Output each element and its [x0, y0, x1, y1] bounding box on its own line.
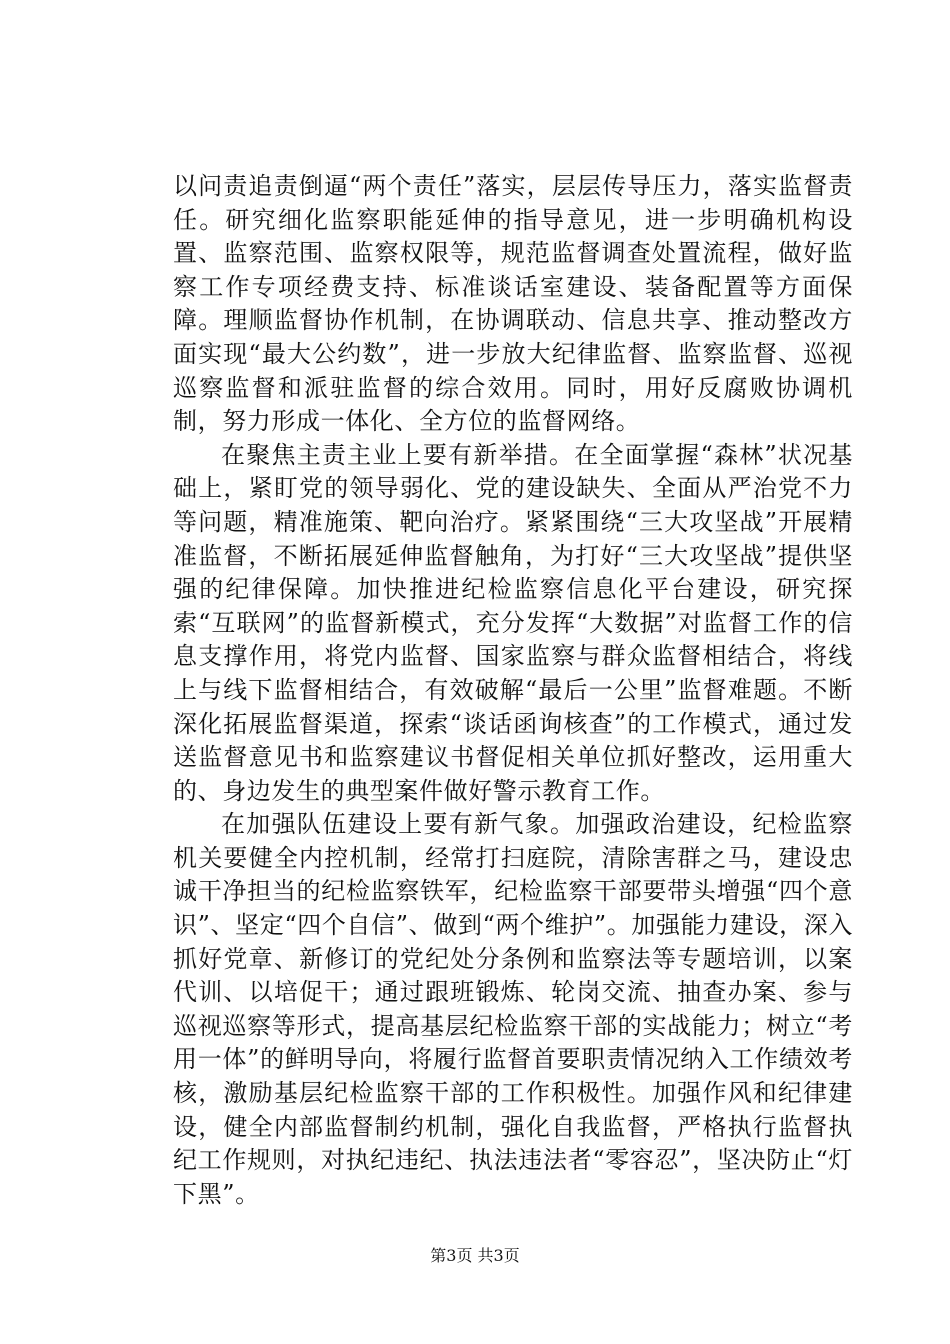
paragraph-focus-main-duties: 在聚焦主责主业上要有新举措。在全面掌握“森林”状况基础上，紧盯党的领导弱化、党的建设缺失、全面从严治党不力等问题，精准施策、靶向治疗。紧紧围绕“三大攻坚战”开展精准监督，不断拓展延伸监督触角，为打好“三大攻坚战”提供坚强的纪律保障。加快推进纪检监察信息化平台建设，研究探索“互联网”的监督新模式，充分发挥“大数据”对监督工作的信息支撑作用，将党内监督、国家监察与群众监督相结合，将线上与线下监督相结合，有效破解“最后一公里”监督难题。不断深化拓展监督渠道，探索“谈话函询核查”的工作模式，通过发送监督意见书和监察建议书督促相关单位抓好整改，运用重大的、身边发生的典型案件做好警示教育工作。 [173, 440, 853, 805]
page-number-footer: 第3页 共3页 [430, 1246, 520, 1265]
document-body [173, 170, 853, 1211]
paragraph-continuation: 以问责追责倒逼“两个责任”落实，层层传导压力，落实监督责任。研究细化监察职能延伸的指导意见，进一步明确机构设置、监察范围、监察权限等，规范监督调查处置流程，做好监察工作专项经费支持、标准谈话室建设、装备配置等方面保障。理顺监督协作机制，在协调联动、信息共享、推动整改方面实现“最大公约数”，进一步放大纪律监督、监察监督、巡视巡察监督和派驻监督的综合效用。同时，用好反腐败协调机制，努力形成一体化、全方位的监督网络。 [173, 172, 853, 436]
paragraph-team-building: 在加强队伍建设上要有新气象。加强政治建设，纪检监察机关要健全内控机制，经常打扫庭院，清除害群之马，建设忠诚干净担当的纪检监察铁军，纪检监察干部要带头增强“四个意识”、坚定“四个自信”、做到“两个维护”。加强能力建设，深入抓好党章、新修订的党纪处分条例和监察法等专题培训，以案代训、以培促干；通过跟班锻炼、轮岗交流、抽查办案、参与巡视巡察等形式，提高基层纪检监察干部的实战能力；树立“考用一体”的鲜明导向，将履行监督首要职责情况纳入工作绩效考核，激励基层纪检监察干部的工作积极性。加强作风和纪律建设，健全内部监督制约机制，强化自我监督，严格执行监督执纪工作规则，对执纪违纪、执法违法者“零容忍”，坚决防止“灯下黑”。 [173, 810, 853, 1208]
